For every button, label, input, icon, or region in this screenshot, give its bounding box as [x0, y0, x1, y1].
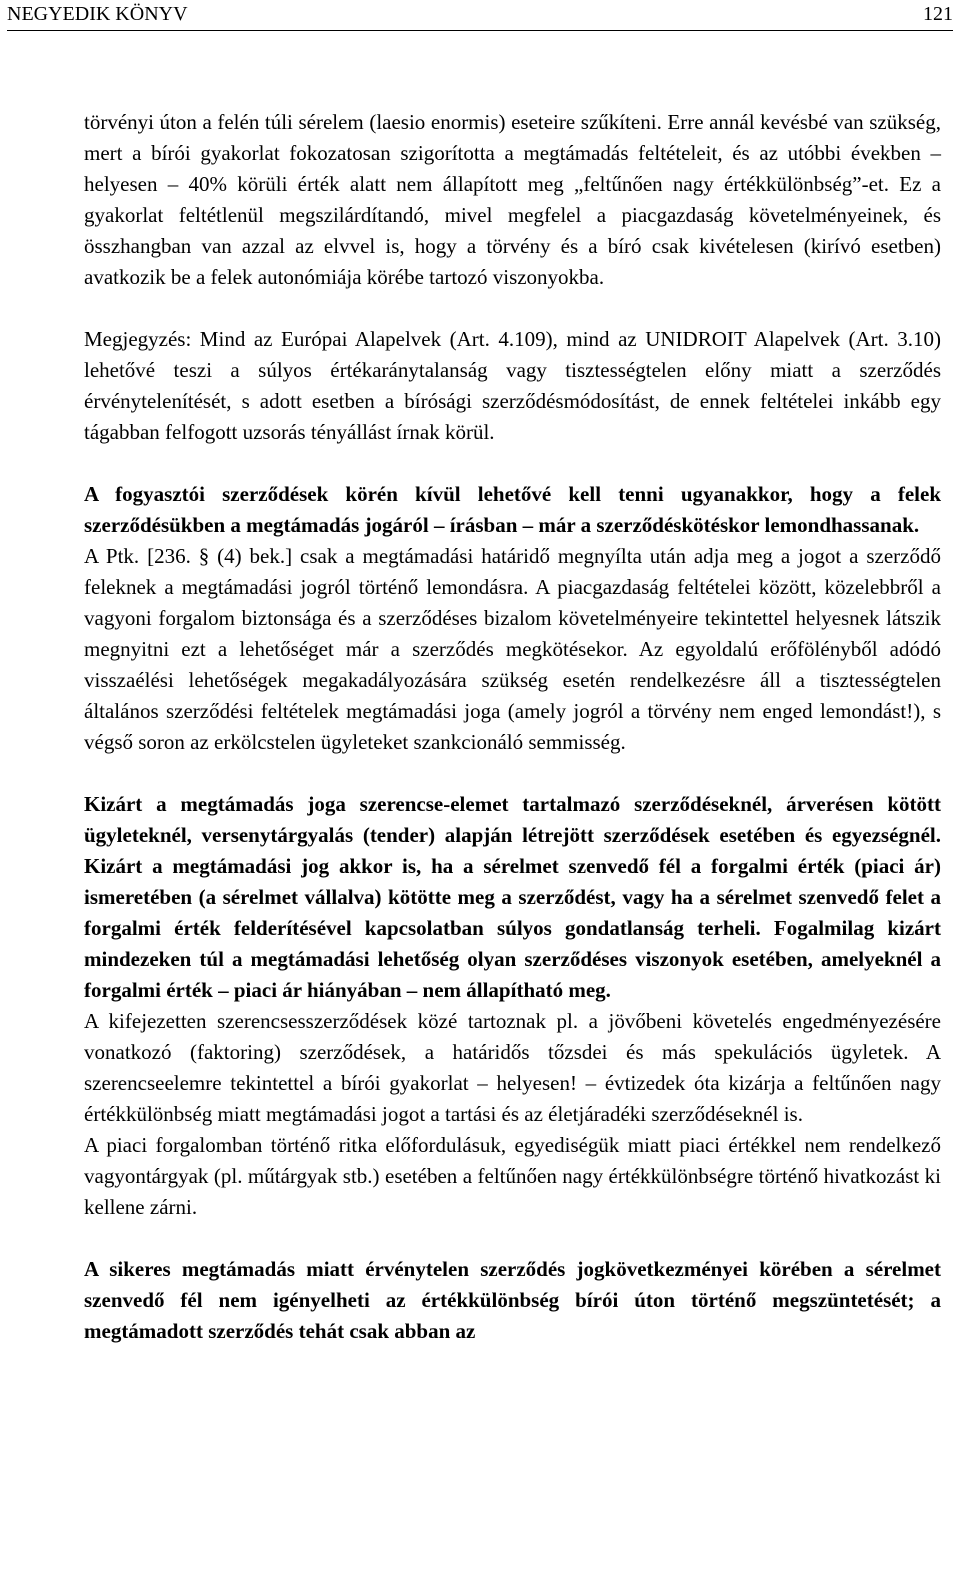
paragraph-speculative: A kifejezetten szerencsesszerződések közé tartoznak pl. a jövőbeni követelés engedményezésére vonatkozó (faktoring) szerződések, a határidős tőzsdei és más spekulációs ügyletek. A szerencseelemre tekintettel a bírói gyakorlat – helyesen! – évtizedek óta kizárja a feltűnően nagy értékkülönbség miatt megtámadási jogot a tartási és az életjáradéki szerződéseknél is.: [84, 1009, 941, 1126]
paragraph-exclusions-bold: [84, 789, 941, 1006]
paragraph-consequences-bold: [84, 1254, 941, 1347]
consequences-text: A sikeres megtámadás miatt érvénytelen szerződés jogkövetkezményei körében a sérelmet szenvedő fél nem igényelheti az értékkülönbség bírói úton történő megszüntetését; a megtámadott szerződés tehát csak abban az: [84, 1257, 941, 1343]
page-body: [84, 107, 941, 1347]
header-title: NEGYEDIK KÖNYV: [7, 3, 188, 25]
paragraph-rare-items: A piaci forgalomban történő ritka előfordulásuk, egyediségük miatt piaci értékkel nem rendelkező vagyontárgyak (pl. műtárgyak stb.) esetében a feltűnően nagy értékkülönbségre történő hivatkozást ki kellene zárni.: [84, 1133, 941, 1219]
paragraph-note: Megjegyzés: Mind az Európai Alapelvek (Art. 4.109), mind az UNIDROIT Alapelvek (Art. 3.10) lehetővé teszi a súlyos értékaránytalanság vagy tisztességtelen előny miatt a szerződés érvénytelenítését, s adott esetben a bírósági szerződésmódosítást, de ennek feltételei inkább egy tágabban felfogott uzsorás tényállást írnak körül.: [84, 327, 941, 444]
proposal-text: A fogyasztói szerződések körén kívül lehetővé kell tenni ugyanakkor, hogy a felek szerződésükben a megtámadás jogáról – írásban – már a szerződéskötéskor lemondhassanak.: [84, 482, 941, 537]
exclusions-text: Kizárt a megtámadás joga szerencse-elemet tartalmazó szerződéseknél, árverésen kötött ügyleteknél, versenytárgyalás (tender) alapján létrejött szerződések esetében és egyezségnél. Kizárt a megtámadási jog akkor is, ha a sérelmet szenvedő fél a forgalmi érték (piaci ár) ismeretében (a sérelmet vállalva) kötötte meg a szerződést, vagy ha a sérelmet szenvedő felet a forgalmi érték felderítésével kapcsolatban súlyos gondatlanság terheli. Fogalmilag kizárt mindezeken túl a megtámadási lehetőség olyan szerződéses viszonyok esetében, amelyeknél a forgalmi érték – piaci ár hiányában – nem állapítható meg.: [84, 792, 941, 1002]
running-header: [7, 0, 953, 31]
paragraph-proposal-bold: [84, 479, 941, 541]
page-number: 121: [923, 3, 953, 25]
paragraph-ptk: A Ptk. [236. § (4) bek.] csak a megtámadási határidő megnyílta után adja meg a jogot a szerződő feleknek a megtámadási jogról történő lemondásra. A piacgazdaság feltételei között, közelebbről a vagyoni forgalom biztonsága és a szerződéses bizalom követelményeire tekintettel helyesnek látszik megnyitni ezt a lehetőséget már a szerződés megkötésekor. Az egyoldalú erőfölényből adódó visszaélési lehetőségek megakadályozására szükség esetén rendelkezésre áll a tisztességtelen általános szerződési feltételek megtámadási joga (amely jogról a törvény nem enged lemondást!), s végső soron az erkölcstelen ügyleteket szankcionáló semmisség.: [84, 544, 941, 754]
paragraph-1: törvényi úton a felén túli sérelem (laesio enormis) eseteire szűkíteni. Erre annál kevésbé van szükség, mert a bírói gyakorlat fokozatosan szigorította a megtámadás feltételeit, és az utóbbi években – helyesen – 40% körüli érték alatt nem állapított meg „feltűnően nagy értékkülönbség”-et. Ez a gyakorlat feltétlenül megszilárdítandó, mivel megfelel a piacgazdaság követelményeinek, és összhangban van azzal az elvvel is, hogy a törvény és a bíró csak kivételesen (kirívó esetben) avatkozik be a felek autonómiája körébe tartozó viszonyokba.: [84, 110, 941, 289]
